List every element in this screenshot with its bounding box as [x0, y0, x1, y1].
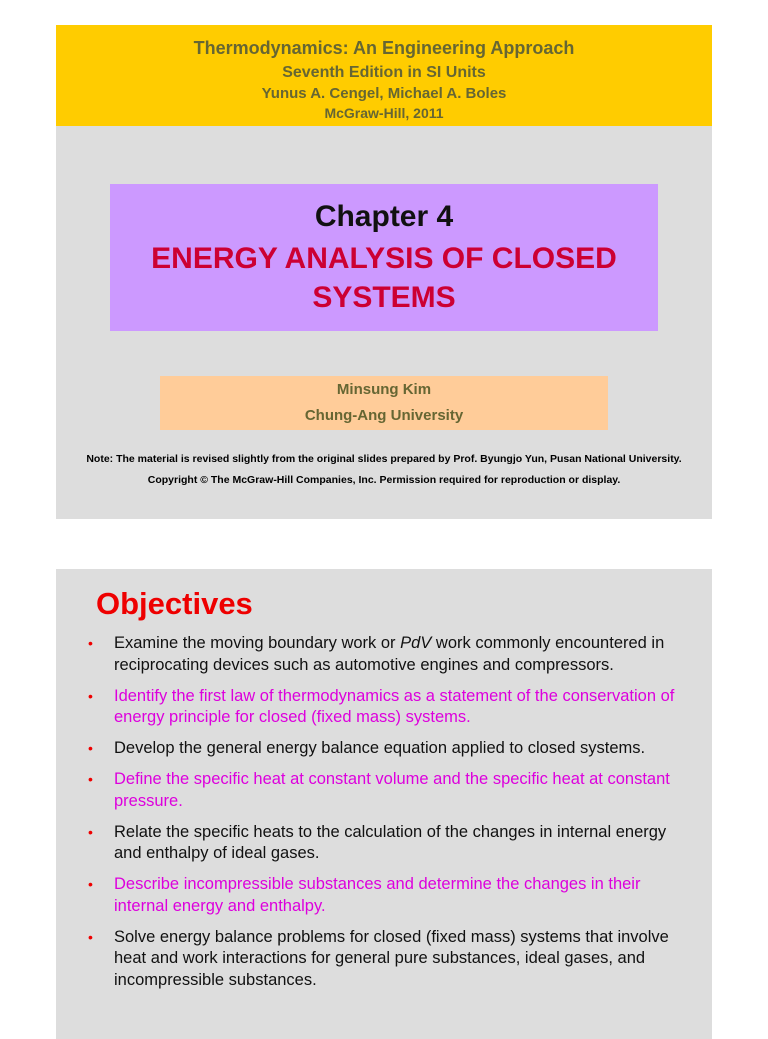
objective-text-part: Examine the moving boundary work or: [114, 634, 401, 652]
objective-text: Relate the specific heats to the calculation of the changes in internal energy and enthalpy of ideal gases.: [114, 822, 667, 862]
chapter-title: ENERGY ANALYSIS OF CLOSED SYSTEMS: [151, 242, 617, 314]
objective-item: [86, 822, 686, 865]
objective-item: [86, 927, 686, 992]
bullet-icon: •: [88, 740, 93, 756]
chapter-box: [110, 184, 658, 331]
bullet-icon: •: [88, 635, 93, 651]
bullet-icon: •: [88, 687, 93, 704]
objectives-title: Objectives: [96, 586, 253, 621]
objective-item: [86, 633, 686, 676]
objective-text-part: work commonly encountered in reciprocating devices such as automotive engines and compressors.: [114, 634, 665, 674]
presenter-name: Minsung Kim: [336, 381, 432, 398]
objective-text: Define the specific heat at constant volume and the specific heat at constant pressure.: [114, 770, 670, 810]
book-edition: Seventh Edition in SI Units: [282, 64, 486, 81]
objective-item: [86, 738, 686, 760]
book-header-band: [56, 25, 712, 126]
bullet-icon: •: [88, 823, 93, 840]
revision-note: Note: The material is revised slightly from the original slides prepared by Prof. Byungjo Yun, Pusan National University.: [86, 453, 682, 465]
copyright-notice: Copyright © The McGraw-Hill Companies, Inc. Permission required for reproduction or display.: [147, 474, 621, 486]
bullet-icon: •: [88, 771, 93, 787]
objective-text: Describe incompressible substances and determine the changes in their internal energy and enthalpy.: [114, 875, 641, 915]
objective-item: [86, 686, 686, 729]
chapter-number: Chapter 4: [314, 200, 454, 233]
title-slide: [56, 25, 712, 519]
bullet-icon: •: [88, 928, 93, 945]
objective-italic-term: PdV: [400, 634, 432, 652]
book-title: Thermodynamics: An Engineering Approach: [193, 38, 575, 58]
presenter-box: [160, 376, 608, 430]
objective-text: Solve energy balance problems for closed (fixed mass) systems that involve heat and work interactions for general pure substances, ideal gases, and incompressible substances.: [114, 927, 669, 989]
book-authors: Yunus A. Cengel, Michael A. Boles: [261, 85, 507, 102]
objectives-slide: [56, 569, 712, 1039]
presenter-affiliation: Chung-Ang University: [304, 407, 464, 424]
objective-item: [86, 769, 686, 812]
objectives-list: [86, 633, 686, 1001]
book-publisher: McGraw-Hill, 2011: [324, 105, 444, 121]
objective-text: Develop the general energy balance equation applied to closed systems.: [114, 739, 646, 757]
bullet-icon: •: [88, 876, 93, 892]
objective-item: [86, 874, 686, 917]
objective-text: Identify the first law of thermodynamics as a statement of the conservation of energy principle for closed (fixed mass) systems.: [114, 686, 675, 726]
